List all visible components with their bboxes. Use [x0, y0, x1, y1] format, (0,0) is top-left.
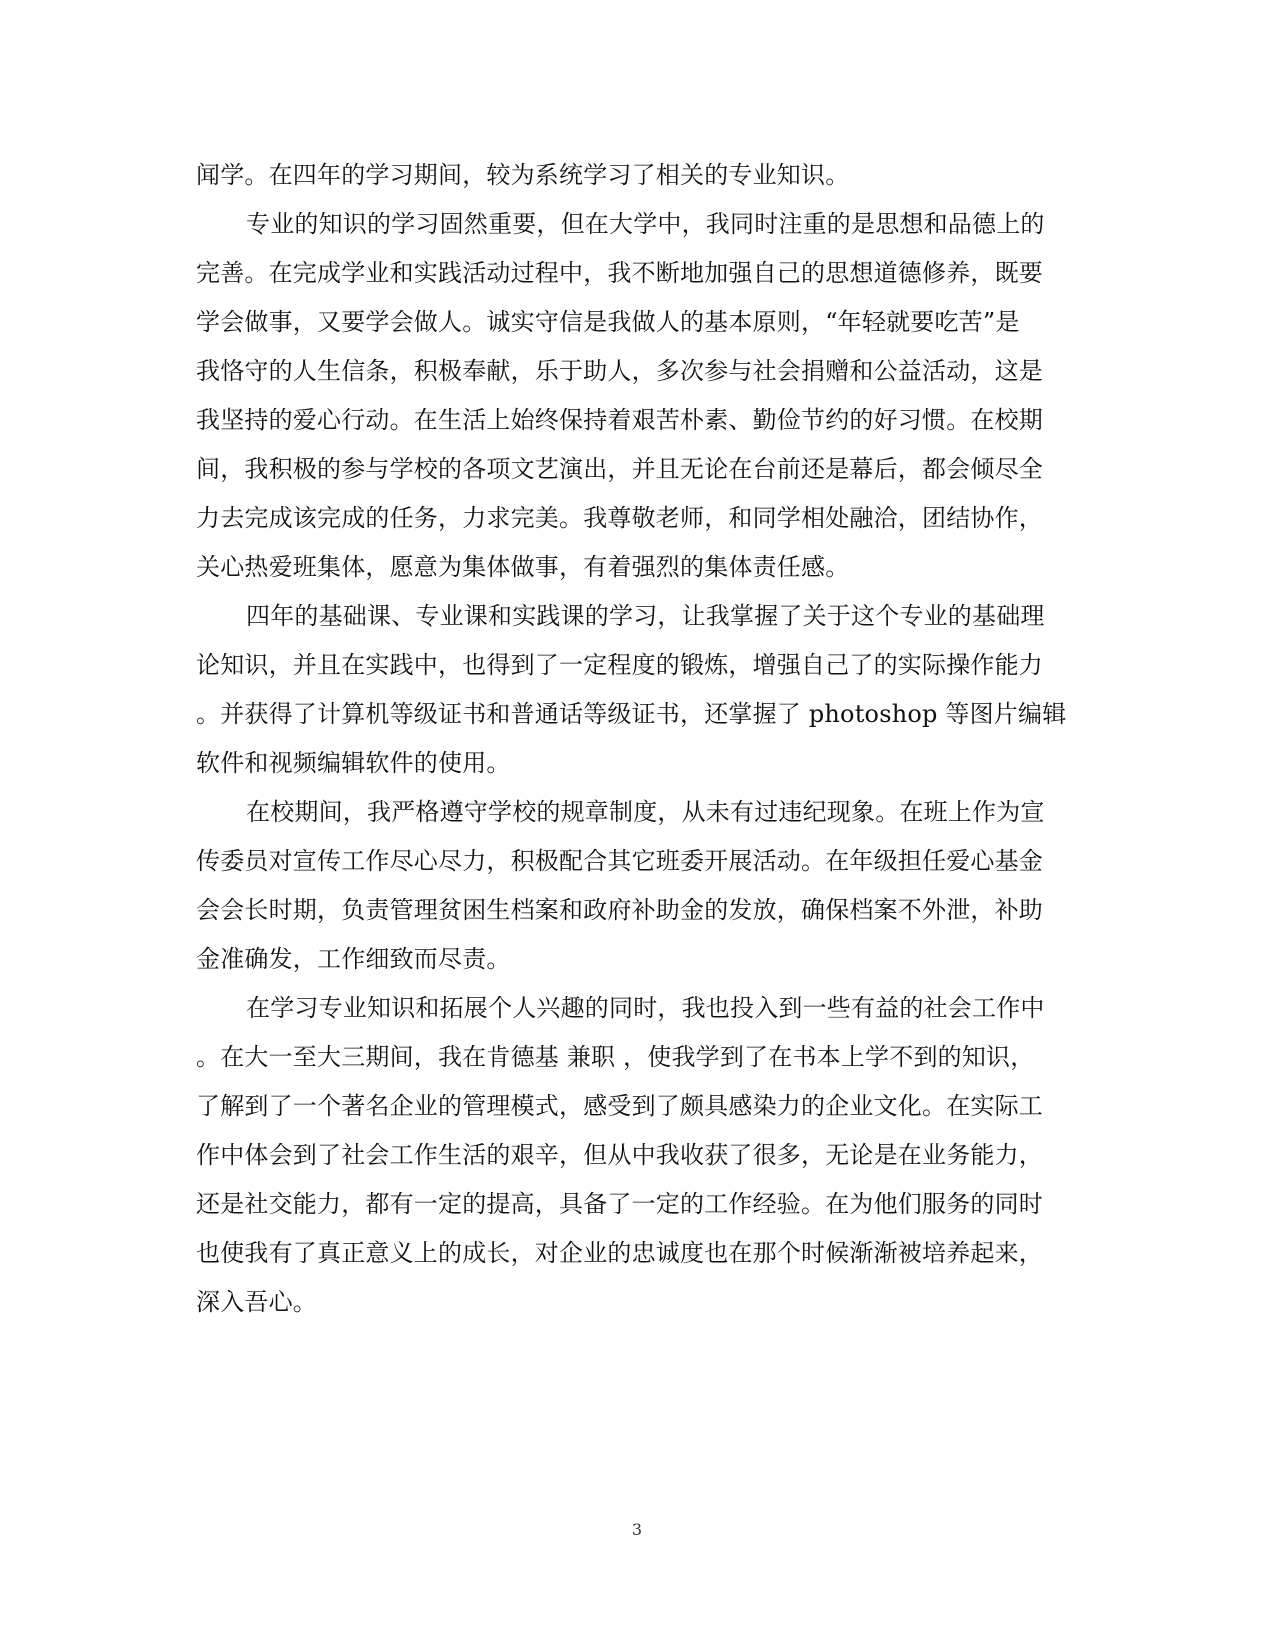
- text-line: 传委员对宣传工作尽心尽力，积极配合其它班委开展活动。在年级担任爱心基金: [196, 847, 1043, 875]
- text-line: 在校期间，我严格遵守学校的规章制度，从未有过违纪现象。在班上作为宣: [246, 798, 1045, 826]
- text-line: 金准确发，工作细致而尽责。: [196, 945, 511, 973]
- text-line: 论知识，并且在实践中，也得到了一定程度的锻炼，增强自己了的实际操作能力: [196, 651, 1043, 679]
- text-line: 也使我有了真正意义上的成长，对企业的忠诚度也在那个时候渐渐被培养起来，: [196, 1239, 1043, 1267]
- text-line: 我恪守的人生信条，积极奉献，乐于助人，多次参与社会捐赠和公益活动，这是: [196, 357, 1043, 385]
- text-line: 在学习专业知识和拓展个人兴趣的同时，我也投入到一些有益的社会工作中: [246, 994, 1045, 1022]
- text-line: 间，我积极的参与学校的各项文艺演出，并且无论在台前还是幕后，都会倾尽全: [196, 455, 1043, 483]
- text-line: 。在大一至大三期间，我在肯德基 兼职 ，使我学到了在书本上学不到的知识，: [196, 1043, 1035, 1071]
- text-line: 。并获得了计算机等级证书和普通话等级证书，还掌握了 photoshop 等图片编辑: [196, 700, 1067, 728]
- text-line: 还是社交能力，都有一定的提高，具备了一定的工作经验。在为他们服务的同时: [196, 1190, 1043, 1218]
- text-line: 闻学。在四年的学习期间，较为系统学习了相关的专业知识。: [196, 161, 850, 189]
- text-line: 关心热爱班集体，愿意为集体做事，有着强烈的集体责任感。: [196, 553, 850, 581]
- text-line: 我坚持的爱心行动。在生活上始终保持着艰苦朴素、勤俭节约的好习惯。在校期: [196, 406, 1043, 434]
- page-number: 3: [631, 1520, 643, 1539]
- document-body: [196, 151, 1072, 1327]
- text-line: 深入吾心。: [196, 1288, 317, 1316]
- text-line: 会会长时期，负责管理贫困生档案和政府补助金的发放，确保档案不外泄，补助: [196, 896, 1043, 924]
- text-line: 了解到了一个著名企业的管理模式，感受到了颇具感染力的企业文化。在实际工: [196, 1092, 1043, 1120]
- text-line: 完善。在完成学业和实践活动过程中，我不断地加强自己的思想道德修养，既要: [196, 259, 1043, 287]
- text-line: 作中体会到了社会工作生活的艰辛，但从中我收获了很多，无论是在业务能力，: [196, 1141, 1043, 1169]
- text-line: 学会做事，又要学会做人。诚实守信是我做人的基本原则，“年轻就要吃苦”是: [196, 308, 1020, 336]
- text-line: 专业的知识的学习固然重要，但在大学中，我同时注重的是思想和品德上的: [246, 210, 1045, 238]
- text-line: 四年的基础课、专业课和实践课的学习，让我掌握了关于这个专业的基础理: [246, 602, 1045, 630]
- text-line: 软件和视频编辑软件的使用。: [196, 749, 511, 777]
- text-line: 力去完成该完成的任务，力求完美。我尊敬老师，和同学相处融洽，团结协作，: [196, 504, 1043, 532]
